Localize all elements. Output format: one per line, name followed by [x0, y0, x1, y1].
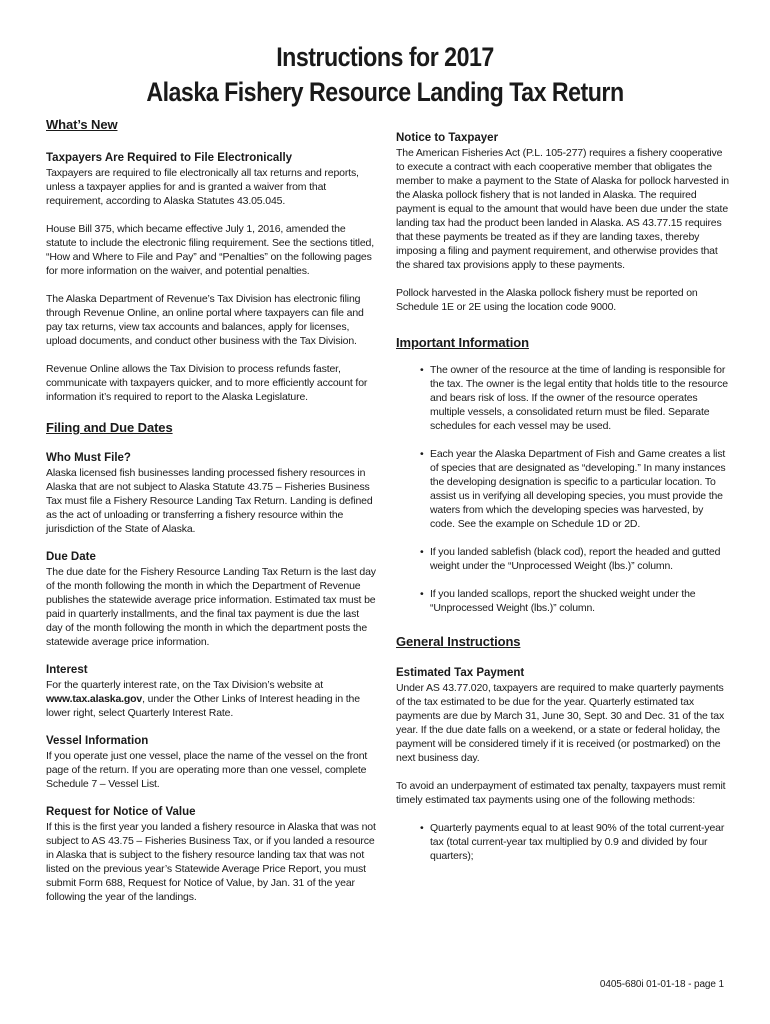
- page-footer: 0405-680i 01-01-18 - page 1: [599, 979, 724, 990]
- title-line-1: Instructions for 2017: [276, 42, 494, 72]
- file-electronically-heading: Taxpayers Are Required to File Electronically: [46, 152, 293, 164]
- title-line-2: Alaska Fishery Resource Landing Tax Return: [146, 77, 624, 107]
- due-date-text: The due date for the Fishery Resource Landing Tax Return is the last day of the month following the month in which the Department of Revenue publishes the statewide average price information. Estimated tax must be paid in quarterly installments, and the final tax payment is due the last day of the month following the month in which the department posts the statewide average price information.: [46, 566, 376, 648]
- estimated-tax-paragraph-2: To avoid an underpayment of estimated tax penalty, taxpayers must remit timely estimated tax payments using one of the following methods:: [396, 780, 726, 806]
- estimated-tax-methods-list: [396, 821, 730, 863]
- whats-new-paragraph-3: The Alaska Department of Revenue’s Tax Division has electronic filing through Revenue Online, an online portal where taxpayers can file and pay tax returns, view tax accounts and balances, apply for licenses, upload documents, and conduct other business with the Tax Division.: [46, 293, 364, 347]
- who-must-file-text: Alaska licensed fish businesses landing processed fishery resources in Alaska that are not subject to Alaska Statute 43.75 – Fisheries Business Tax must file a Fishery Resource Landing Tax Return. Landing is defined as the act of unloading or transferring a fishery resource within the jurisdiction of the State of Alaska.: [46, 467, 373, 535]
- list-item: • If you landed scallops, report the shucked weight under the “Unprocessed Weight (lbs.)” column.: [396, 587, 730, 615]
- left-column: [46, 116, 376, 904]
- notice-to-taxpayer-heading: Notice to Taxpayer: [396, 132, 499, 144]
- interest-text: [46, 678, 376, 720]
- list-item: • Each year the Alaska Department of Fish and Game creates a list of species that are designated as “developing.” In many instances the developing designation is specific to a particular location. To assist us in verifying all developing species, you must provide the waters from which the developing species was harvested, by code. See the example on Schedule 1D or 2D.: [396, 447, 730, 531]
- tax-website-link[interactable]: www.tax.alaska.gov: [46, 693, 143, 705]
- document-title: [0, 40, 770, 110]
- whats-new-paragraph-2: House Bill 375, which became effective July 1, 2016, amended the statute to include the electronic filing requirement. See the sections titled, “How and Where to File and Pay” and “Penalties” on the following pages for more information on the waiver, and potential penalties.: [46, 223, 374, 277]
- important-information-heading: Important Information: [396, 335, 529, 350]
- request-notice-text: If this is the first year you landed a fishery resource in Alaska that was not subject to AS 43.75 – Fisheries Business Tax, or if you landed a resource in Alaska that is subject to the fishery resource landing tax that was not listed on the previous year’s Statewide Average Price Report, you must submit Form 688, Request for Notice of Value, by Jan. 31 of the year following the year of the landings.: [46, 821, 376, 903]
- interest-text-pre: For the quarterly interest rate, on the Tax Division’s website at: [46, 679, 324, 691]
- estimated-tax-payment-heading: Estimated Tax Payment: [396, 667, 525, 679]
- whats-new-paragraph-4: Revenue Online allows the Tax Division to process refunds faster, communicate with taxpayers quicker, and to more efficiently account for information it’s required to report to the Alaska Legislature.: [46, 363, 368, 403]
- important-information-list: [396, 363, 730, 615]
- who-must-file-heading: Who Must File?: [46, 452, 131, 464]
- list-item: • Quarterly payments equal to at least 90% of the total current-year tax (total current-year tax multiplied by 0.9 and divided by four quarters);: [396, 821, 730, 863]
- interest-text-post: , under the Other Links of Interest heading in the lower right, select Quarterly Interest Rate.: [46, 693, 360, 719]
- notice-paragraph-2: Pollock harvested in the Alaska pollock fishery must be reported on Schedule 1E or 2E using the location code 9000.: [396, 287, 698, 313]
- notice-paragraph-1: The American Fisheries Act (P.L. 105-277) requires a fishery cooperative to execute a contract with each cooperative member that obligates the member to make a payment to the State of Alaska for pollock harvested in the Alaska pollock fishery that is not landed in Alaska. The required payment is equal to the amount that would have been due under the state landing tax had the product been landed in Alaska. AS 43.77.15 requires that these payments be treated as if they are landing taxes, thereby imposing a filing and payment requirement, and otherwise provides that the shared tax provisions apply to these payments.: [396, 147, 729, 271]
- whats-new-paragraph-1: Taxpayers are required to file electronically all tax returns and reports, unless a taxpayer applies for and is granted a waiver from that requirement, according to Alaska Statutes 43.05.045.: [46, 167, 359, 207]
- right-column: [396, 131, 730, 863]
- vessel-information-text: If you operate just one vessel, place the name of the vessel on the front page of the return. If you are operating more than one vessel, complete Schedule 7 – Vessel List.: [46, 750, 368, 790]
- filing-due-dates-heading: Filing and Due Dates: [46, 420, 173, 435]
- vessel-information-heading: Vessel Information: [46, 735, 149, 747]
- estimated-tax-paragraph-1: Under AS 43.77.020, taxpayers are required to make quarterly payments of the tax estimated to be due for the year. Quarterly estimated tax payments are due by March 31, June 30, Sept. 30 and Dec. 31 of the tax year. If the due date falls on a weekend, or a state or federal holiday, the payment will be considered timely if it is received (or postmarked) on the next business day.: [396, 682, 725, 764]
- list-item: • The owner of the resource at the time of landing is responsible for the tax. The owner is the legal entity that holds title to the resource and bears risk of loss. If the owner of the resource operates multiple vessels, a consolidated return must be filed. Separate schedules for each vessel may be used.: [396, 363, 730, 433]
- interest-heading: Interest: [46, 664, 88, 676]
- list-item: • If you landed sablefish (black cod), report the headed and gutted weight under the “Unprocessed Weight (lbs.)” column.: [396, 545, 730, 573]
- whats-new-heading: What’s New: [46, 117, 118, 132]
- request-notice-heading: Request for Notice of Value: [46, 806, 196, 818]
- general-instructions-heading: General Instructions: [396, 634, 521, 649]
- due-date-heading: Due Date: [46, 551, 96, 563]
